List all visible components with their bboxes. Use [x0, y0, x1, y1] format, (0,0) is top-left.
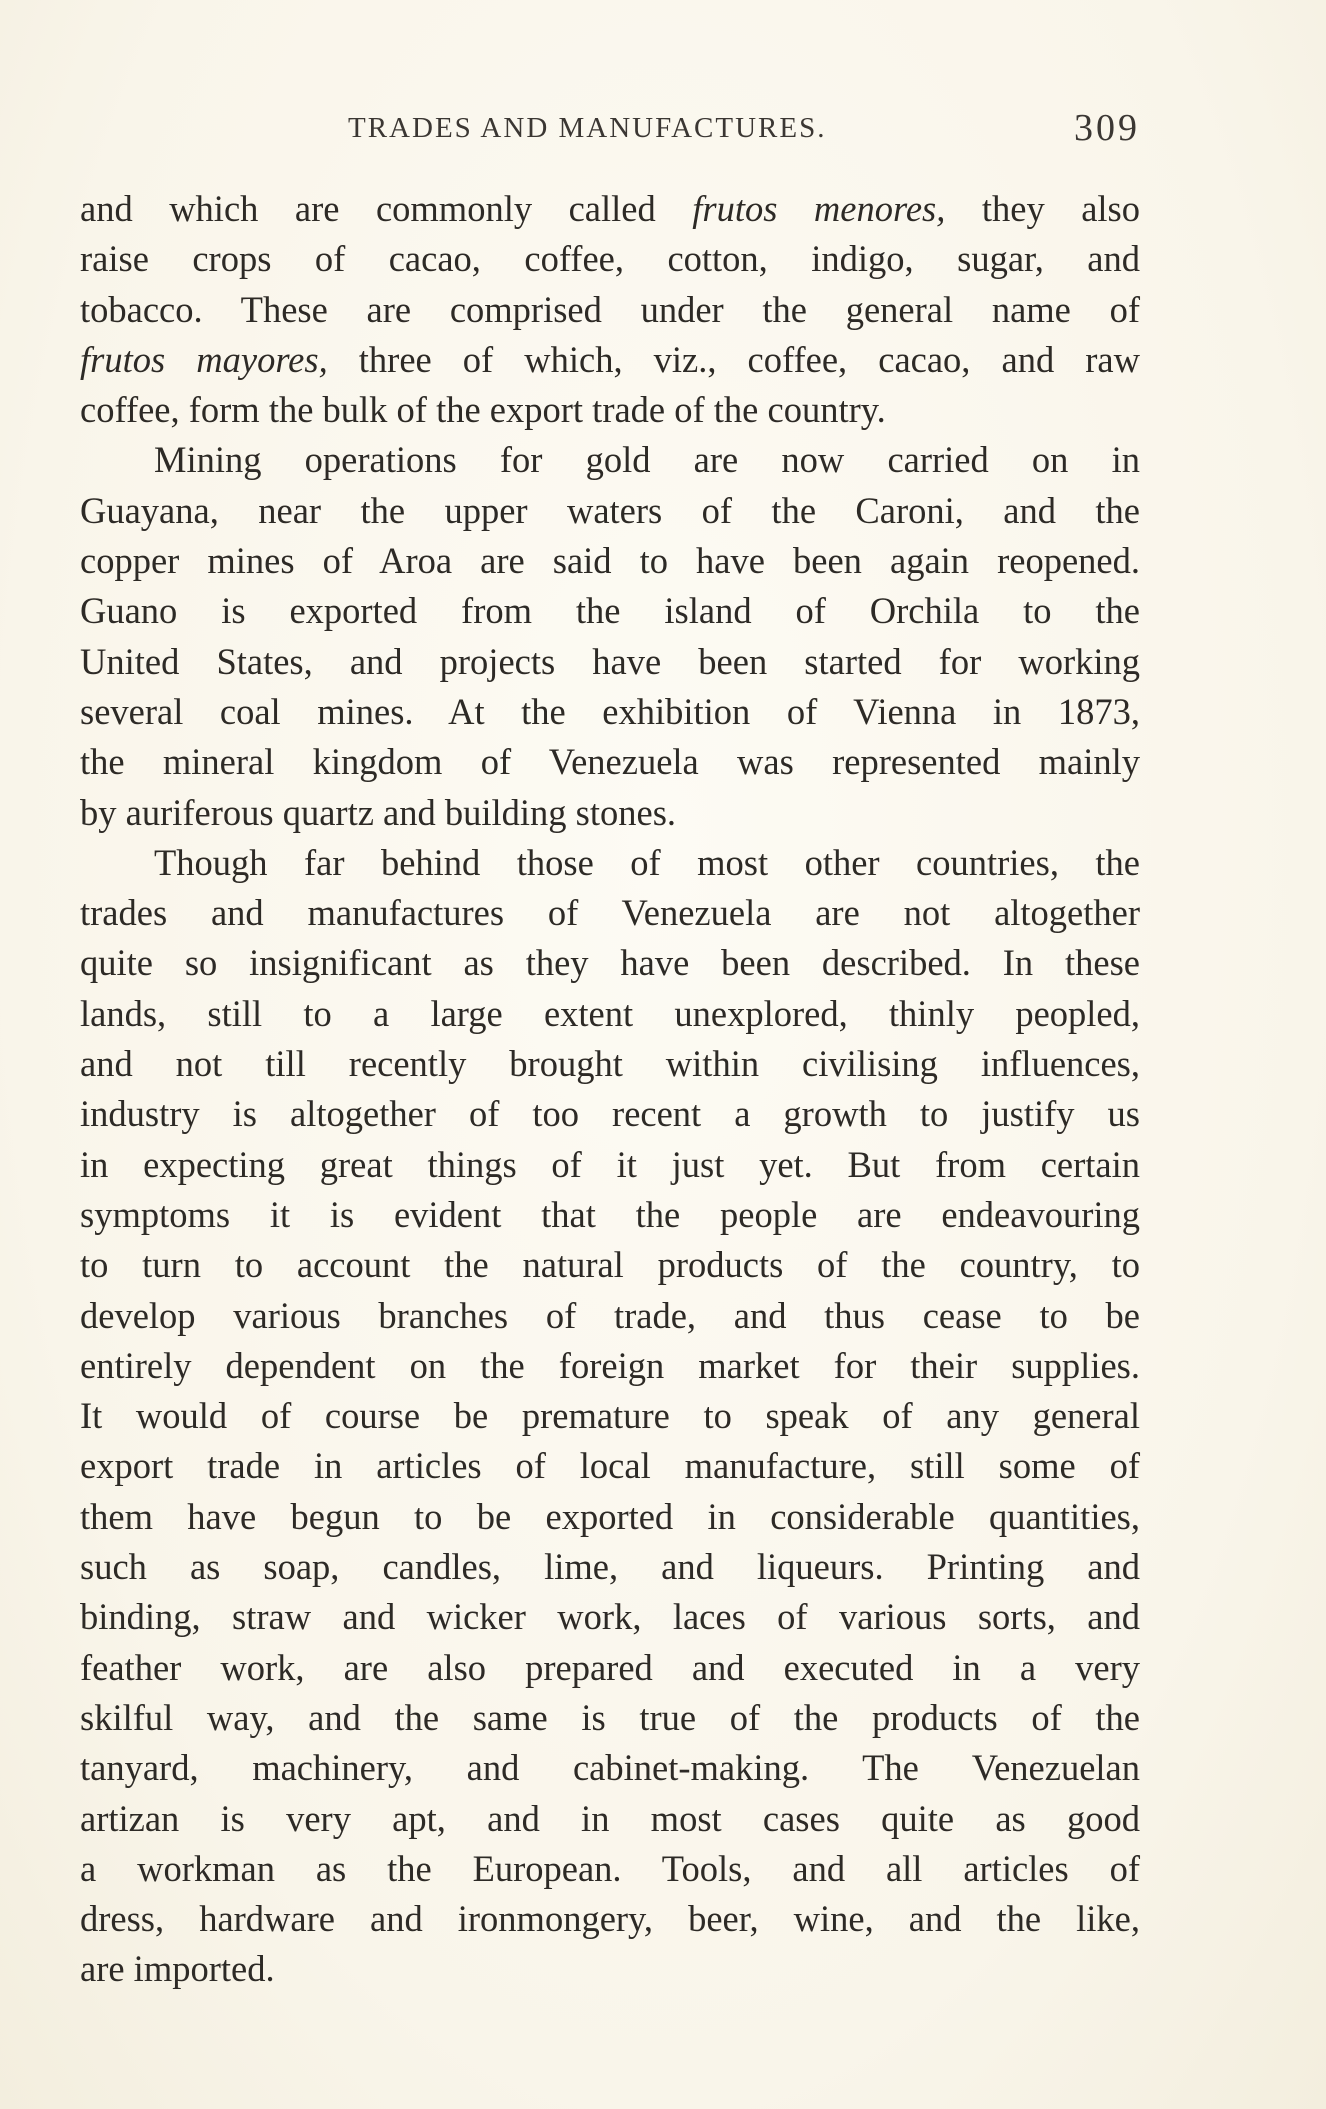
paragraph-mining	[80, 435, 1140, 837]
text-line: Though far behind those of most other countries, the	[154, 841, 1140, 883]
paragraph-trades	[80, 838, 1140, 1995]
running-head: TRADES AND MANUFACTURES.	[348, 112, 827, 144]
text-line: skilful way, and the same is true of the products of the	[80, 1696, 1140, 1738]
text-line: artizan is very apt, and in most cases quite as good	[80, 1797, 1140, 1839]
text-line: and not till recently brought within civilising influences,	[80, 1043, 1140, 1085]
text-line: to turn to account the natural products of the country, to	[80, 1244, 1140, 1286]
text-line: feather work, are also prepared and executed in a very	[80, 1646, 1140, 1688]
text-line: trades and manufactures of Venezuela are not altogether	[80, 892, 1140, 934]
text-line: lands, still to a large extent unexplored, thinly peopled,	[80, 992, 1140, 1034]
italic-term: frutos menores,	[692, 188, 946, 229]
text-line: frutos mayores, three of which, viz., coffee, cacao, and raw	[80, 338, 1140, 380]
text-line: quite so insignificant as they have been described. In these	[80, 942, 1140, 984]
text-line: Mining operations for gold are now carried on in	[154, 439, 1140, 481]
text-line: develop various branches of trade, and thus cease to be	[80, 1294, 1140, 1336]
text-line: binding, straw and wicker work, laces of various sorts, and	[80, 1596, 1140, 1638]
text-line: dress, hardware and ironmongery, beer, wine, and the like,	[80, 1898, 1140, 1940]
text-line: them have begun to be exported in considerable quantities,	[80, 1495, 1140, 1537]
page-header	[80, 100, 1140, 156]
paragraph-crops	[80, 184, 1140, 435]
text-line: the mineral kingdom of Venezuela was represented mainly	[80, 741, 1140, 783]
text-line: a workman as the European. Tools, and all articles of	[80, 1847, 1140, 1889]
text-line: raise crops of cacao, coffee, cotton, indigo, sugar, and	[80, 238, 1140, 280]
text-line: export trade in articles of local manufacture, still some of	[80, 1445, 1140, 1487]
text-line: and which are commonly called frutos menores, they also	[80, 188, 1140, 229]
text-line: entirely dependent on the foreign market for their supplies.	[80, 1344, 1140, 1386]
text-line: copper mines of Aroa are said to have been again reopened.	[80, 540, 1140, 582]
text-line: are imported.	[80, 1948, 275, 1990]
italic-term: frutos mayores,	[80, 338, 328, 380]
text-line: United States, and projects have been started for working	[80, 640, 1140, 682]
text-line: coffee, form the bulk of the export trade of the country.	[80, 389, 886, 431]
text-line: by auriferous quartz and building stones.	[80, 791, 677, 833]
text-line: Guano is exported from the island of Orchila to the	[80, 590, 1140, 632]
text-line: such as soap, candles, lime, and liqueurs. Printing and	[80, 1546, 1140, 1588]
text-line: It would of course be premature to speak of any general	[80, 1395, 1140, 1437]
text-line: industry is altogether of too recent a growth to justify us	[80, 1093, 1140, 1135]
page-number: 309	[1074, 107, 1140, 149]
text-line: tobacco. These are comprised under the general name of	[80, 288, 1140, 330]
text-line: in expecting great things of it just yet. But from certain	[80, 1143, 1140, 1185]
text-line: several coal mines. At the exhibition of Vienna in 1873,	[80, 690, 1140, 732]
text-line: tanyard, machinery, and cabinet-making. The Venezuelan	[80, 1747, 1140, 1789]
text-line: symptoms it is evident that the people are endeavouring	[80, 1193, 1140, 1235]
text-line: Guayana, near the upper waters of the Caroni, and the	[80, 489, 1140, 531]
body-text	[80, 184, 1140, 1995]
